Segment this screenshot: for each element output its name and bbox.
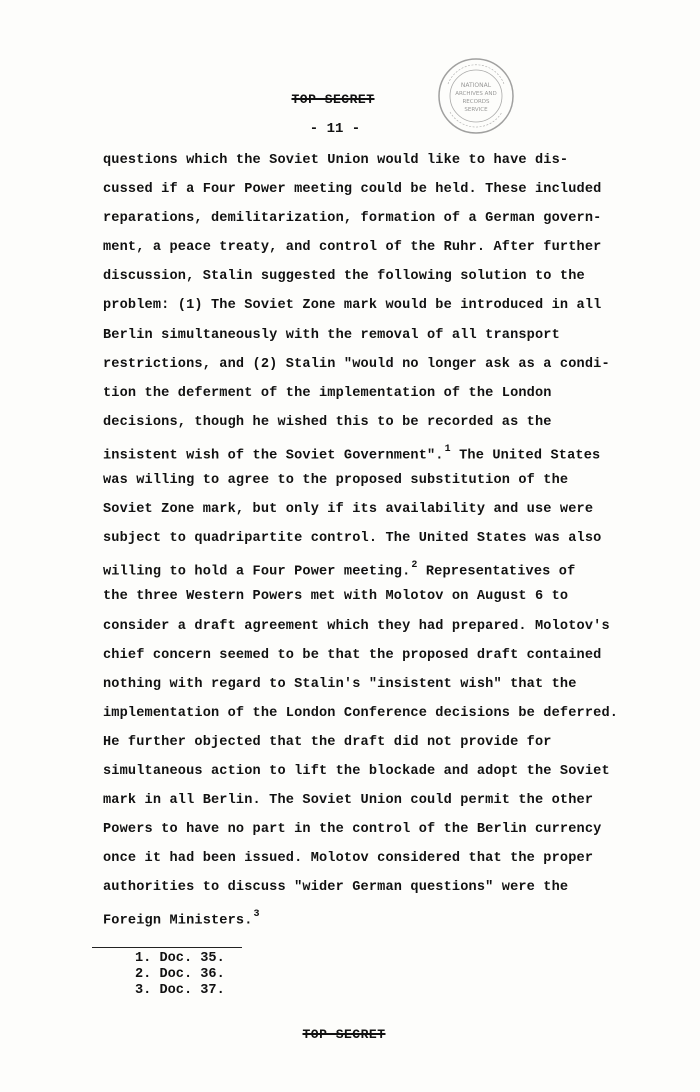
text-line-content: Berlin simultaneously with the removal of all transport [103, 327, 560, 343]
svg-text:ARCHIVES AND: ARCHIVES AND [455, 91, 497, 97]
text-line-continuation: Representatives of [417, 564, 576, 580]
text-line [103, 844, 693, 873]
text-line [103, 291, 693, 320]
svg-text:NATIONAL: NATIONAL [460, 82, 492, 89]
text-line [103, 553, 693, 582]
text-line-content: restrictions, and (2) Stalin "would no longer ask as a condi- [103, 356, 610, 372]
text-line-content: the three Western Powers met with Molotov on August 6 to [103, 589, 569, 605]
footnote-reference: 2 [411, 560, 418, 572]
footnotes [135, 951, 225, 999]
footnote-item: 1. Doc. 35. [135, 951, 225, 966]
text-line [103, 582, 693, 611]
footer-classification-marking: TOP SECRET [302, 1027, 386, 1042]
text-line-content: reparations, demilitarization, formation of a German govern- [103, 211, 602, 227]
text-line-content: He further objected that the draft did not provide for [103, 734, 552, 750]
footnote-reference: 3 [253, 909, 260, 921]
text-line [103, 728, 693, 757]
text-line-content: decisions, though he wished this to be recorded as the [103, 414, 552, 430]
header-classification-marking: TOP SECRET [291, 92, 375, 107]
text-line [103, 670, 693, 699]
text-line-content: authorities to discuss "wider German questions" were the [103, 880, 569, 896]
svg-text:SERVICE: SERVICE [464, 107, 488, 113]
text-line [103, 146, 693, 175]
text-line [103, 524, 693, 553]
text-line [103, 641, 693, 670]
footnote-item: 2. Doc. 36. [135, 967, 225, 982]
text-line-content: Soviet Zone mark, but only if its availability and use were [103, 502, 594, 518]
footnote-item: 3. Doc. 37. [135, 983, 225, 998]
text-line [103, 408, 693, 437]
page-number: - 11 - [309, 121, 361, 137]
text-line-content: problem: (1) The Soviet Zone mark would be introduced in all [103, 298, 602, 314]
svg-text:RECORDS: RECORDS [462, 99, 490, 105]
text-line-content: tion the deferment of the implementation of the London [103, 385, 552, 401]
text-line [103, 175, 693, 204]
text-line-content: mark in all Berlin. The Soviet Union could permit the other [103, 793, 594, 809]
text-line-content: questions which the Soviet Union would like to have dis- [103, 153, 569, 168]
text-line-content: was willing to agree to the proposed substitution of the [103, 473, 569, 489]
text-line-content: ment, a peace treaty, and control of the Ruhr. After further [103, 240, 602, 256]
text-line [103, 233, 693, 262]
text-line-continuation: The United States [450, 448, 601, 464]
text-line-content: insistent wish of the Soviet Government". [103, 448, 444, 464]
text-line-content: Foreign Ministers. [103, 913, 253, 929]
text-line-content: cussed if a Four Power meeting could be held. These included [103, 182, 602, 198]
text-line [103, 612, 693, 641]
text-line-content: implementation of the London Conference decisions be deferred. [103, 705, 619, 721]
text-line-content: chief concern seemed to be that the proposed draft contained [103, 647, 602, 663]
body-text [103, 146, 693, 932]
text-line-content: nothing with regard to Stalin's "insistent wish" that the [103, 676, 577, 692]
text-line [103, 873, 693, 902]
text-line [103, 204, 693, 233]
text-line-content: discussion, Stalin suggested the following solution to the [103, 269, 585, 285]
text-line [103, 262, 693, 291]
text-line-content: willing to hold a Four Power meeting. [103, 564, 411, 580]
text-line-content: consider a draft agreement which they had prepared. Molotov's [103, 618, 610, 634]
text-line [103, 466, 693, 495]
text-line [103, 815, 693, 844]
text-line [103, 350, 693, 379]
text-line [103, 495, 693, 524]
text-line [103, 786, 693, 815]
text-line-content: once it had been issued. Molotov considered that the proper [103, 851, 594, 867]
text-line [103, 757, 693, 786]
text-line [103, 699, 693, 728]
footnote-divider [92, 947, 242, 948]
text-line-content: simultaneous action to lift the blockade and adopt the Soviet [103, 763, 610, 779]
text-line [103, 379, 693, 408]
text-line-content: Powers to have no part in the control of the Berlin currency [103, 822, 602, 838]
text-line [103, 902, 693, 931]
text-line [103, 437, 693, 466]
footnote-reference: 1 [444, 443, 451, 455]
text-line [103, 321, 693, 350]
archive-seal-stamp [436, 56, 516, 136]
text-line-content: subject to quadripartite control. The United States was also [103, 531, 602, 547]
